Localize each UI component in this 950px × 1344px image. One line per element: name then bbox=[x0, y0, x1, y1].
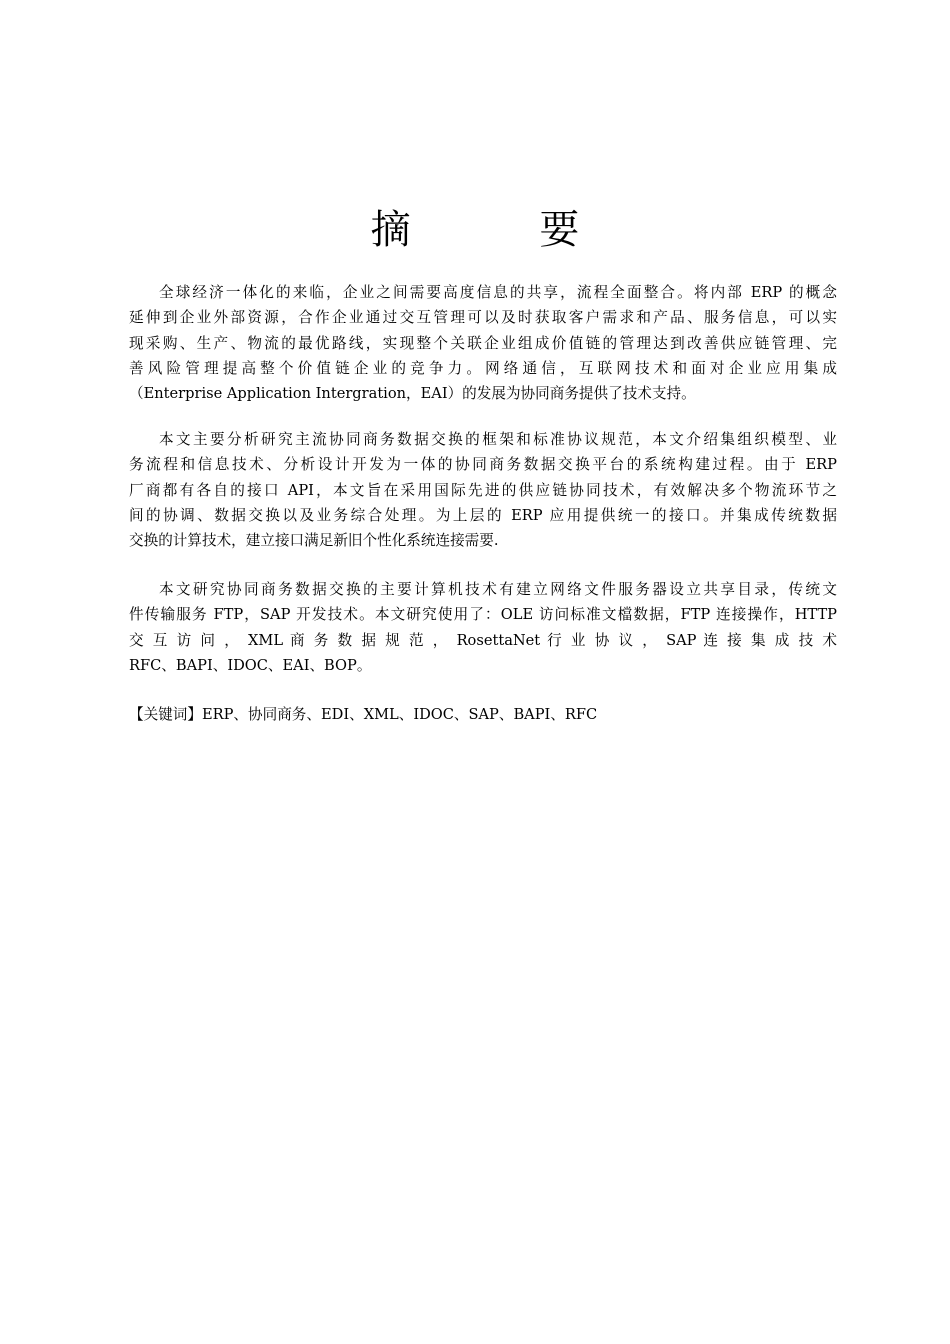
abstract-paragraph-2 bbox=[129, 427, 837, 553]
keywords-text: 【关键词】ERP、协同商务、EDI、XML、IDOC、SAP、BAPI、RFC bbox=[129, 706, 598, 723]
paragraph-line: 本文研究协同商务数据交换的主要计算机技术有建立网络文件服务器设立共享目录，传统文 bbox=[159, 581, 837, 598]
paragraph-line: （Enterprise Application Intergration，EAI）的发展为协同商务提供了技术支持。 bbox=[129, 385, 696, 403]
paragraph-line: 交换的计算技术，建立接口满足新旧个性化系统连接需要. bbox=[129, 532, 499, 550]
paragraph-line: 本文主要分析研究主流协同商务数据交换的框架和标准协议规范，本文介绍集组织模型、业 bbox=[159, 431, 837, 448]
paragraph-line: RFC、BAPI、IDOC、EAI、BOP。 bbox=[129, 656, 372, 674]
abstract-paragraph-3 bbox=[129, 577, 837, 678]
paragraph-line: 交 互 访 问 ， XML 商 务 数 据 规 范 ， RosettaNet 行 业 协 议 ， SAP 连 接 集 成 技 术 bbox=[129, 631, 837, 649]
paragraph-line: 务流程和信息技术、分析设计开发为一体的协同商务数据交换平台的系统构建过程。由于 ERP bbox=[129, 456, 837, 474]
paragraph-line: 厂商都有各自的接口 API，本文旨在采用国际先进的供应链协同技术，有效解决多个物流环节之 bbox=[129, 481, 837, 499]
paragraph-line: 延伸到企业外部资源，合作企业通过交互管理可以及时获取客户需求和产品、服务信息，可以实 bbox=[129, 309, 837, 327]
paragraph-line: 全球经济一体化的来临，企业之间需要高度信息的共享，流程全面整合。将内部 ERP 的概念 bbox=[159, 284, 837, 301]
abstract-title: 摘 要 bbox=[370, 207, 638, 253]
abstract-paragraph-1 bbox=[129, 280, 837, 406]
paragraph-line: 善风险管理提高整个价值链企业的竞争力。网络通信，互联网技术和面对企业应用集成 bbox=[129, 359, 837, 377]
keywords-line bbox=[129, 702, 837, 727]
paragraph-line: 间的协调、数据交换以及业务综合处理。为上层的 ERP 应用提供统一的接口。并集成传统数据 bbox=[129, 506, 837, 524]
paragraph-line: 现采购、生产、物流的最优路线，实现整个关联企业组成价值链的管理达到改善供应链管理、完 bbox=[129, 334, 837, 352]
paragraph-line: 件传输服务 FTP，SAP 开发技术。本文研究使用了：OLE 访问标准文檔数据，FTP 连接操作，HTTP bbox=[129, 606, 837, 624]
